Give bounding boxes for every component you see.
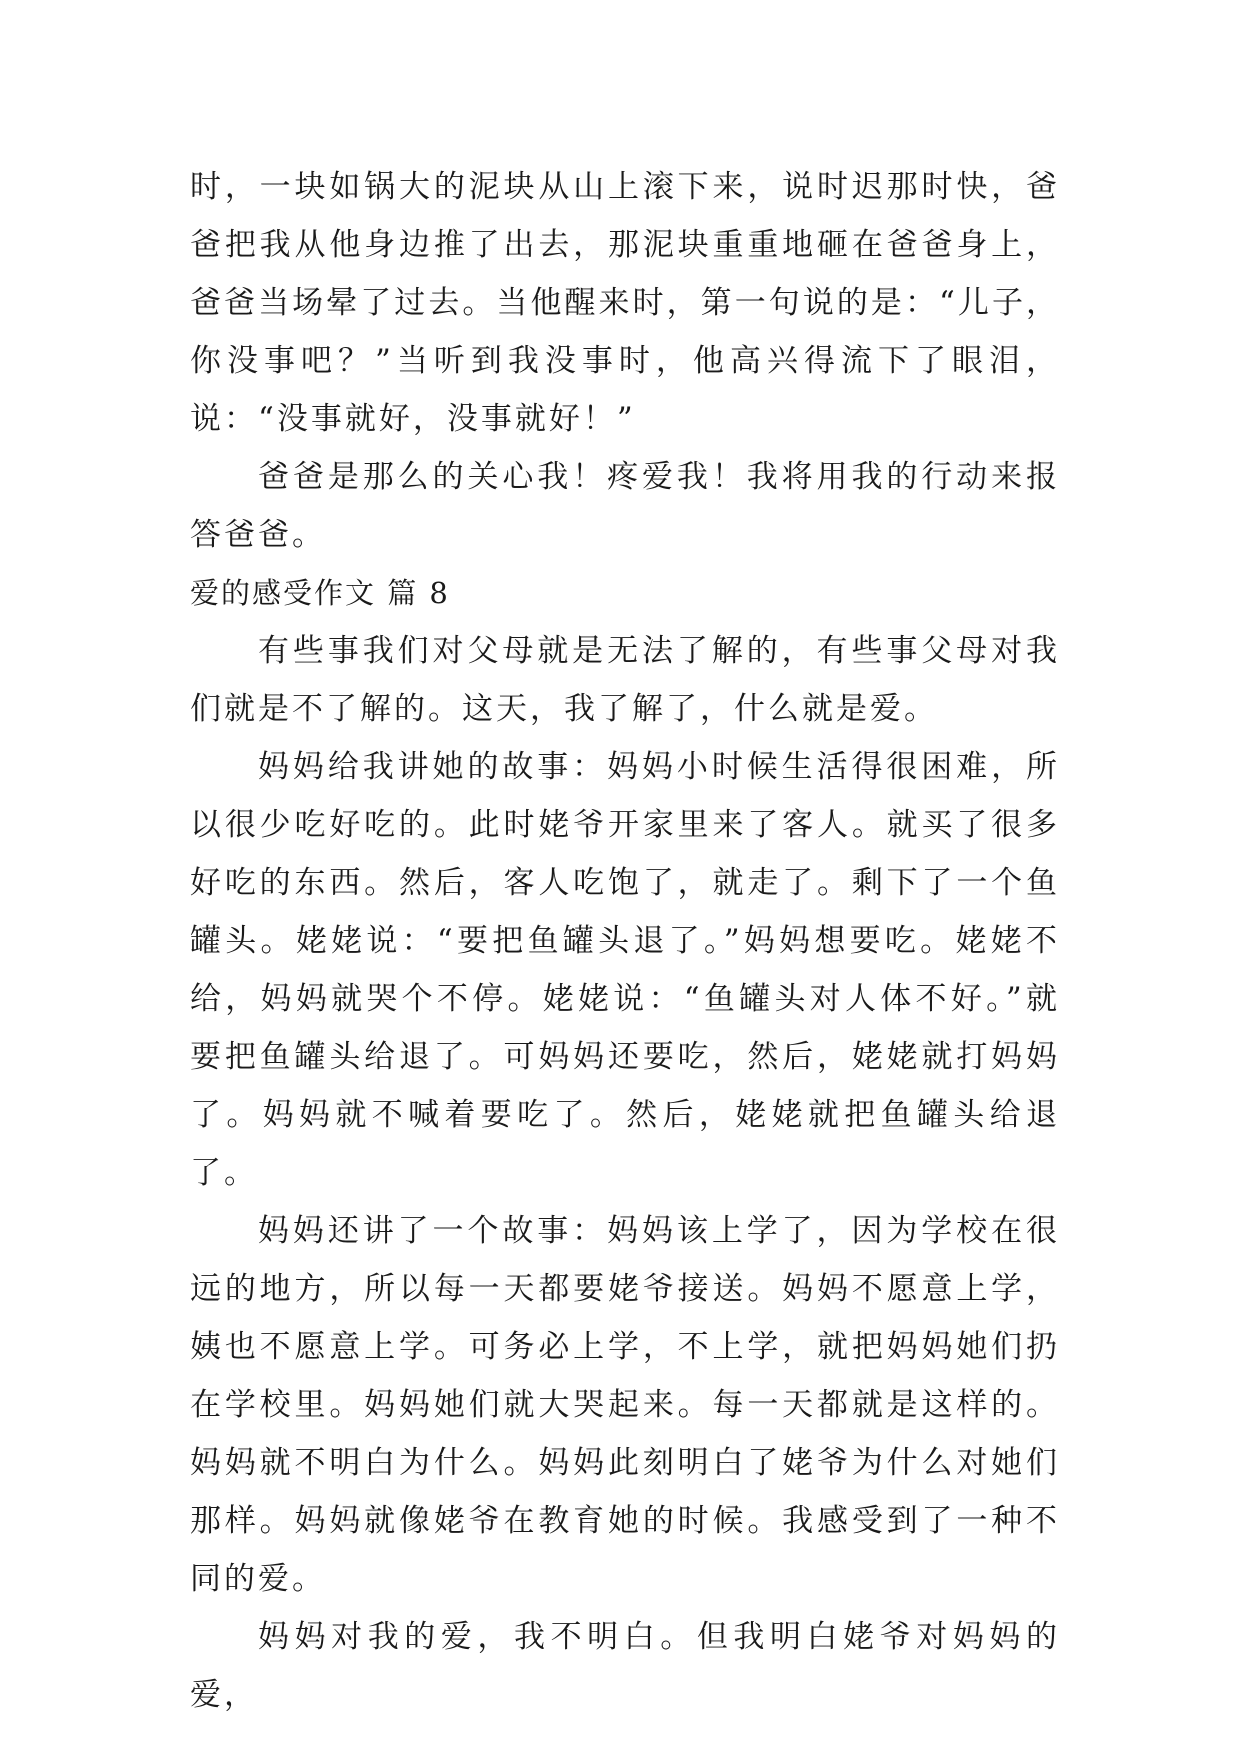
- paragraph-closing: 妈妈对我的爱，我不明白。但我明白姥爷对妈妈的爱，: [190, 1619, 1060, 1713]
- paragraph-intro: 有些事我们对父母就是无法了解的，有些事父母对我们就是不了解的。这天，我了解了，什么就是爱。: [190, 633, 1060, 727]
- paragraph-school-story: 妈妈还讲了一个故事：妈妈该上学了，因为学校在很远的地方，所以每一天都要姥爷接送。妈妈不愿意上学，姨也不愿意上学。可务必上学，不上学，就把妈妈她们扔在学校里。妈妈她们就大哭起来。每一天都就是这样的。妈妈就不明白为什么。妈妈此刻明白了姥爷为什么对她们那样。妈妈就像姥爷在教育她的时候。我感受到了一种不同的爱。: [190, 1213, 1060, 1597]
- paragraph-story-continuation: 时，一块如锅大的泥块从山上滚下来，说时迟那时快，爸爸把我从他身边推了出去，那泥块重重地砸在爸爸身上，爸爸当场晕了过去。当他醒来时，第一句说的是：“儿子，你没事吧？”当听到我没事时，他高兴得流下了眼泪，说：“没事就好，没事就好！”: [190, 169, 1060, 437]
- paragraph-fish-can-story: 妈妈给我讲她的故事：妈妈小时候生活得很困难，所以很少吃好吃的。此时姥爷开家里来了客人。就买了很多好吃的东西。然后，客人吃饱了，就走了。剩下了一个鱼罐头。姥姥说：“要把鱼罐头退了。”妈妈想要吃。姥姥不给，妈妈就哭个不停。姥姥说：“鱼罐头对人体不好。”就要把鱼罐头给退了。可妈妈还要吃，然后，姥姥就打妈妈了。妈妈就不喊着要吃了。然后，姥姥就把鱼罐头给退了。: [190, 749, 1060, 1191]
- section-heading: 爱的感受作文 篇 8: [190, 576, 450, 610]
- paragraph-conclusion: 爸爸是那么的关心我！疼爱我！我将用我的行动来报答爸爸。: [190, 459, 1060, 553]
- document-body: [190, 158, 1060, 1724]
